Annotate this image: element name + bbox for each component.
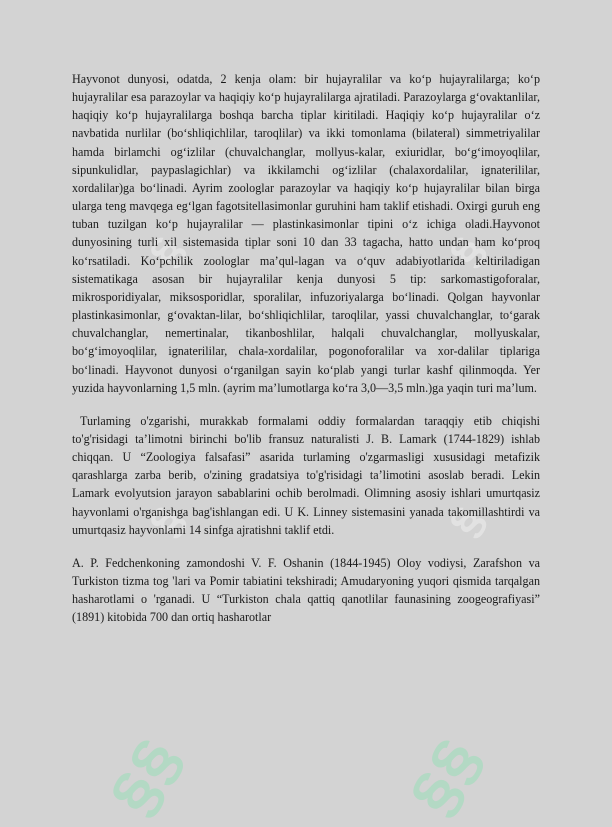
paragraph-1: Hayvonot dunyosi, odatda, 2 kenja olam: bir hujayralilar va koʻp hujayralilarga; koʻp hujayralilar esa parazoylar va haqiqiy koʻp hujayralilarga ajratiladi. Parazoylarga gʻovaktanlilar, haqiqiy koʻp hujayralilarga boshqa barcha tiplar kiritiladi. Haqiqiy koʻp hujayralilar oʻz navbatida nurlilar (boʻshliqichlilar, taroqlilar) va ikki tomonlama (bilateral) simmetriyalilar hamda birlamchi ogʻizlilar (chuvalchanglar, mollyus-kalar, exiuridlar, boʻgʻimoyoqlilar, sipunkulidlar, paypaslagichlar) va ikkilamchi ogʻizlilar (chalaxordalilar, ignaterililar, xordalilar)ga boʻlinadi. Ayrim zoologlar parazoylar va haqiqiy koʻp hujayralilar bilan birga ularga teng mavqega egʻlgan fagotsitellasimonlar guruhini ham taklif etishadi. Oxirgi guruh eng tuban tuzilgan koʻp hujayralilar — plastinkasimonlar tipini oʻz ichiga oladi.Hayvonot dunyosining turli xil sistemasida tiplar soni 10 dan 33 tagacha, hatto undan ham koʻproq koʻrsatiladi. Koʻpchilik zoologlar maʼqul-lagan va oʻquv adabiyotlarida keltiriladigan sistematikaga asosan bir hujayralilar kenja dunyosi 5 tip: sarkomastigoforalar, mikrosporidiyalar, miksosporidlar, sporalilar, infuzoriyalarga boʻlinadi. Qolgan hayvonlar plastinkasimonlar, gʻovaktan-lilar, boʻshliqichlilar, taroqlilar, yassi chuvalchanglar, toʻgarak chuvalchanglar, nemertinalar, tikanboshlilar, halqali chuvalchanglar, mollyuskalar, boʻgʻimoyoqlilar, ignaterililar, chala-xordalilar, pogonoforalilar va xor-dalilar tiplariga boʻlinadi. Hayvonot dunyosi oʻrganilgan sayin koʻplab yangi turlar kashf qilinmoqda. Yer yuzida hayvonlarning 1,5 mln. (ayrim maʼlumotlarga koʻra 3,0—3,5 mln.)ga yaqin turi maʼlum. (72, 72, 540, 395)
watermark-logo-right: §§ (395, 725, 496, 827)
paragraph-2: Turlaming o'zgarishi, murakkab formalami oddiy formalardan taraqqiy etib chiqishi to'g'risidagi ta’limotni birinchi bo'lib fransuz naturalisti J. B. Lamark (1744-1829) ishlab chiqqan. U “Zoologiya falsafasi” asarida turlaming o'zgarmasligi xususidagi metafizik qarashlarga zarba berib, o'zining gradatsiya to'g'risidagi ta’limotini asoslab beradi. Lekin Lamark evolyutsion jarayon sabablarini ochib berolmadi. Olimning asosiy ishlari umurtqasiz hayvonlami o'rganishga bag'ishlangan edi. U K. Linney sistemasini yanada takomillashtirdi va umurtqasiz hayvonlami 14 sinfga ajratishni taklif etdi. (72, 413, 540, 537)
watermark-logo-mid-right: § (440, 497, 496, 545)
watermark-logo-top-right: § (440, 227, 496, 275)
watermark-logo-top-left: § (140, 227, 196, 275)
watermark-logo-left: §§ (95, 725, 196, 827)
document-body (72, 70, 540, 642)
watermark-logo-mid-left: § (140, 497, 196, 545)
paragraph-3: A. P. Fedchenkoning zamondoshi V. F. Oshanin (1844-1945) Oloy vodiysi, Zarafshon va Turkiston tizma tog 'lari va Pomir tabiatini tekshiradi; Amudaryoning yuqori qismida tarqalgan hasharotlami o 'rganadi. U “Turkiston chala qattiq qanotlilar faunasining zoogeografiyasi” (1891) kitobida 700 dan ortiq hasharotlar (72, 555, 540, 625)
